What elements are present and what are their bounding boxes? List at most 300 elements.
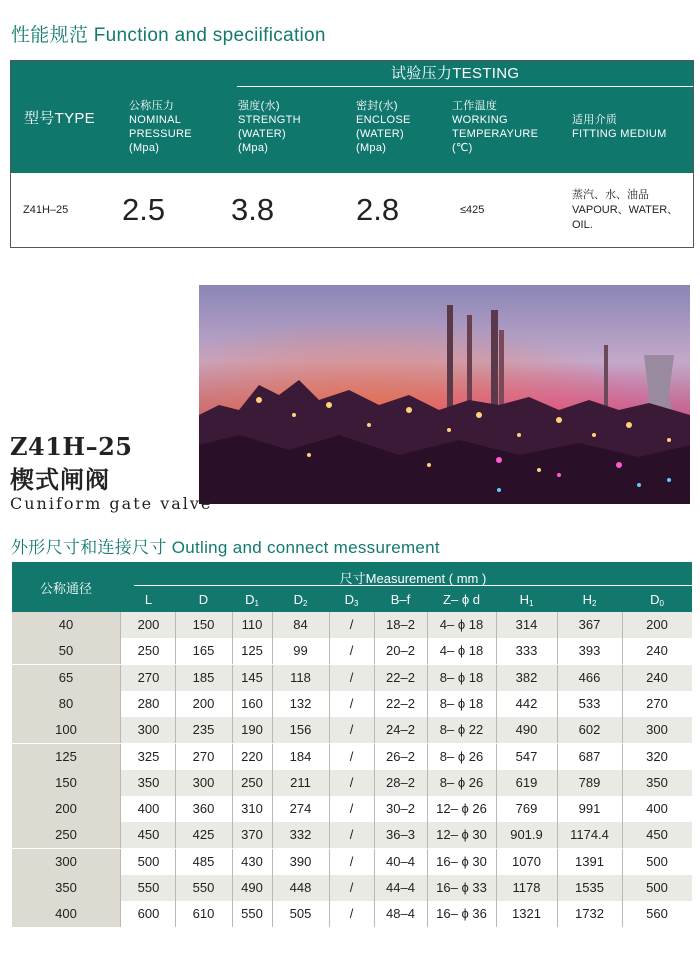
table-cell: 400: [646, 801, 668, 817]
column-divider: [557, 744, 558, 770]
column-divider: [272, 822, 273, 848]
testing-divider: [237, 86, 693, 87]
column-divider: [557, 875, 558, 901]
table-cell: 22–2: [386, 695, 415, 711]
column-divider: [272, 796, 273, 822]
header-medium-line: 适用介质: [572, 114, 618, 126]
column-divider: [120, 901, 121, 927]
table-cell: 270: [192, 748, 215, 764]
table-cell: 50: [12, 638, 120, 664]
column-divider: [120, 612, 121, 638]
column-divider: [329, 875, 330, 901]
column-divider: [427, 744, 428, 770]
table-cell: 20–2: [386, 643, 415, 659]
table-cell: 26–2: [386, 748, 415, 764]
column-divider: [175, 744, 176, 770]
table-cell: 332: [289, 827, 312, 843]
table-cell: /: [349, 617, 354, 632]
table-cell: 165: [192, 643, 215, 659]
table-cell: 390: [289, 853, 312, 869]
column-divider: [120, 691, 121, 717]
column-divider: [557, 849, 558, 875]
table-cell: 40: [12, 612, 120, 638]
column-divider: [496, 875, 497, 901]
table-row: [12, 638, 692, 664]
column-divider: [622, 717, 623, 743]
column-divider: [496, 717, 497, 743]
column-divider: [557, 717, 558, 743]
column-divider: [622, 691, 623, 717]
column-divider: [329, 901, 330, 927]
table-row: [12, 770, 692, 796]
table-cell: 240: [646, 643, 668, 659]
table-cell: 1535: [575, 880, 604, 895]
column-divider: [427, 770, 428, 796]
table-cell: 450: [137, 827, 160, 843]
column-divider: [427, 612, 428, 638]
header-strength-line: (WATER): [238, 128, 286, 140]
table-cell: 300: [192, 774, 215, 790]
table-cell: 600: [137, 906, 160, 922]
column-divider: [120, 638, 121, 664]
spec-table: [10, 60, 694, 248]
column-divider: [120, 875, 121, 901]
table-cell: 350: [646, 774, 668, 790]
temperature-value: ≤425: [460, 204, 485, 216]
medium-line: OIL.: [572, 219, 593, 231]
dimensions-header: [12, 562, 692, 612]
column-divider: [232, 717, 233, 743]
column-divider: [622, 849, 623, 875]
column-header: L: [144, 592, 153, 607]
table-cell: 8– ϕ 22: [439, 722, 484, 738]
column-divider: [374, 717, 375, 743]
header-enclose-line: (Mpa): [356, 142, 387, 154]
column-divider: [232, 744, 233, 770]
column-divider: [557, 796, 558, 822]
table-cell: 619: [515, 774, 538, 790]
table-cell: 350: [137, 774, 160, 790]
table-cell: 300: [12, 849, 120, 875]
column-divider: [272, 665, 273, 691]
column-divider: [272, 849, 273, 875]
column-divider: [622, 744, 623, 770]
table-cell: /: [349, 827, 354, 843]
column-divider: [557, 665, 558, 691]
column-divider: [329, 822, 330, 848]
header-nominal-line: (Mpa): [129, 142, 160, 154]
column-header: $H_1$: [519, 592, 534, 608]
column-divider: [232, 796, 233, 822]
table-cell: 400: [137, 801, 160, 817]
table-row: [12, 612, 692, 638]
column-divider: [374, 822, 375, 848]
table-cell: 184: [289, 748, 312, 764]
column-divider: [232, 849, 233, 875]
column-divider: [175, 849, 176, 875]
table-cell: 18–2: [386, 617, 415, 632]
table-cell: 200: [192, 695, 215, 711]
column-divider: [272, 875, 273, 901]
table-cell: 560: [646, 906, 668, 922]
column-divider: [427, 691, 428, 717]
table-cell: 156: [289, 722, 312, 738]
column-divider: [272, 717, 273, 743]
table-cell: 270: [137, 669, 160, 685]
table-cell: /: [349, 722, 354, 738]
column-divider: [232, 901, 233, 927]
column-divider: [232, 691, 233, 717]
table-row: [12, 901, 692, 927]
column-divider: [374, 849, 375, 875]
table-cell: 12– ϕ 30: [436, 827, 487, 843]
table-cell: 610: [192, 906, 215, 922]
table-cell: 40–4: [386, 853, 415, 869]
table-cell: 370: [241, 827, 263, 843]
column-divider: [374, 612, 375, 638]
type-value: Z41H–25: [23, 204, 69, 216]
table-cell: 8– ϕ 26: [439, 774, 484, 790]
table-cell: 1070: [512, 853, 541, 869]
column-divider: [496, 638, 497, 664]
table-cell: 901.9: [510, 827, 543, 843]
column-divider: [427, 849, 428, 875]
column-divider: [622, 612, 623, 638]
column-header: $H_2$: [582, 592, 597, 608]
column-divider: [329, 744, 330, 770]
header-medium-line: FITTING MEDIUM: [572, 128, 667, 140]
table-cell: 270: [646, 695, 668, 711]
column-divider: [175, 665, 176, 691]
medium-line: 蒸汽、水、油品: [572, 189, 649, 201]
table-cell: 547: [515, 748, 538, 764]
table-cell: 44–4: [386, 880, 415, 895]
column-header: $D_1$: [245, 592, 259, 608]
industrial-night-photo: [199, 285, 690, 504]
table-cell: 430: [241, 853, 263, 869]
table-cell: 160: [241, 695, 263, 711]
column-divider: [374, 638, 375, 664]
column-divider: [427, 822, 428, 848]
header-temperature-line: WORKING: [452, 114, 508, 126]
table-cell: 12– ϕ 26: [436, 801, 487, 817]
table-row: [12, 717, 692, 743]
table-row: [12, 796, 692, 822]
column-divider: [496, 691, 497, 717]
table-cell: 450: [646, 827, 668, 843]
table-cell: 16– ϕ 33: [436, 880, 487, 895]
column-divider: [374, 691, 375, 717]
column-divider: [175, 796, 176, 822]
table-cell: 8– ϕ 26: [439, 748, 484, 764]
column-divider: [622, 638, 623, 664]
table-cell: 1321: [512, 906, 541, 922]
table-cell: 314: [515, 617, 538, 632]
product-model: Z41H–25: [10, 432, 133, 461]
table-cell: 360: [192, 801, 215, 817]
column-header: $D_2$: [293, 592, 308, 608]
column-divider: [374, 875, 375, 901]
table-cell: 125: [12, 744, 120, 770]
medium-line: VAPOUR、WATER、: [572, 204, 679, 216]
table-cell: 65: [12, 665, 120, 691]
header-temperature-line: 工作温度: [452, 100, 498, 112]
header-nominal-line: NOMINAL: [129, 114, 182, 126]
column-divider: [120, 822, 121, 848]
column-divider: [496, 744, 497, 770]
table-cell: 250: [137, 643, 160, 659]
table-cell: 80: [12, 691, 120, 717]
column-divider: [175, 691, 176, 717]
column-divider: [622, 796, 623, 822]
table-cell: 280: [137, 695, 160, 711]
table-cell: 200: [12, 796, 120, 822]
column-divider: [374, 796, 375, 822]
table-cell: /: [349, 880, 354, 895]
column-divider: [272, 901, 273, 927]
column-header: Z– ϕ d: [443, 592, 480, 607]
table-cell: 350: [12, 875, 120, 901]
table-cell: 310: [241, 801, 263, 817]
column-divider: [427, 901, 428, 927]
column-divider: [329, 665, 330, 691]
table-cell: 24–2: [386, 722, 415, 738]
table-cell: 250: [12, 822, 120, 848]
table-cell: 448: [289, 880, 312, 895]
column-divider: [427, 875, 428, 901]
table-cell: 150: [192, 617, 215, 632]
table-cell: 110: [241, 617, 263, 632]
testing-header: 试验压力TESTING: [391, 65, 520, 82]
table-row: [12, 822, 692, 848]
column-divider: [232, 638, 233, 664]
factory-scene-image: [199, 285, 690, 504]
table-cell: 84: [293, 617, 308, 632]
section-title-dimensions: 外形尺寸和连接尺寸 Outling and connect messurement: [11, 538, 440, 557]
enclose-value: 2.8: [356, 192, 400, 227]
column-divider: [622, 901, 623, 927]
column-divider: [374, 901, 375, 927]
column-divider: [496, 849, 497, 875]
column-divider: [557, 612, 558, 638]
table-cell: 16– ϕ 36: [436, 906, 487, 922]
table-cell: /: [349, 774, 354, 790]
table-cell: 425: [192, 827, 215, 843]
column-divider: [175, 901, 176, 927]
table-cell: 550: [241, 906, 263, 922]
table-cell: 250: [241, 774, 263, 790]
column-divider: [557, 901, 558, 927]
column-divider: [622, 822, 623, 848]
header-temperature: [452, 99, 538, 155]
column-divider: [232, 612, 233, 638]
measurement-divider: [134, 585, 692, 586]
column-divider: [120, 849, 121, 875]
column-divider: [557, 691, 558, 717]
table-cell: 28–2: [386, 774, 415, 790]
table-cell: 8– ϕ 18: [439, 669, 484, 685]
header-strength: [238, 99, 301, 155]
table-cell: 220: [241, 748, 263, 764]
header-nominal-line: PRESSURE: [129, 128, 192, 140]
column-divider: [175, 822, 176, 848]
table-row: [12, 849, 692, 875]
table-cell: 99: [293, 643, 308, 659]
table-cell: 687: [578, 748, 601, 764]
table-cell: 300: [646, 722, 668, 738]
column-divider: [622, 770, 623, 796]
table-cell: 320: [646, 748, 668, 764]
table-row: [12, 875, 692, 901]
column-divider: [272, 770, 273, 796]
table-cell: 490: [515, 722, 538, 738]
column-divider: [272, 638, 273, 664]
column-divider: [272, 612, 273, 638]
table-cell: 132: [289, 695, 312, 711]
column-divider: [329, 717, 330, 743]
column-divider: [175, 638, 176, 664]
table-cell: 442: [515, 695, 538, 711]
column-divider: [232, 770, 233, 796]
column-divider: [120, 665, 121, 691]
spec-table-header: [11, 61, 693, 173]
table-cell: 333: [515, 643, 538, 659]
header-nominal: [129, 99, 192, 155]
column-divider: [557, 638, 558, 664]
table-cell: /: [349, 801, 354, 817]
header-temperature-line: TEMPERAYURE: [452, 128, 539, 140]
header-strength-line: 强度(水): [238, 100, 280, 112]
product-name-en: Cuniform gate valve: [10, 494, 213, 513]
section-title-function: 性能规范 Function and speciification: [11, 25, 326, 46]
table-cell: 490: [241, 880, 263, 895]
column-divider: [272, 744, 273, 770]
header-enclose-line: 密封(水): [356, 100, 398, 112]
column-divider: [329, 770, 330, 796]
column-header: $D_3$: [344, 592, 359, 608]
column-divider: [374, 770, 375, 796]
measurement-header: 尺寸Measurement ( mm ): [339, 571, 487, 586]
nominal-value: 2.5: [122, 192, 166, 227]
table-cell: /: [349, 643, 354, 659]
table-cell: 1174.4: [570, 827, 609, 843]
column-divider: [329, 691, 330, 717]
column-divider: [329, 638, 330, 664]
table-cell: 118: [290, 669, 311, 685]
table-cell: 22–2: [386, 669, 415, 685]
table-cell: 200: [646, 617, 668, 632]
column-divider: [175, 770, 176, 796]
table-row: [12, 665, 692, 691]
column-divider: [175, 612, 176, 638]
table-cell: 190: [241, 722, 263, 738]
column-divider: [329, 796, 330, 822]
column-divider: [232, 665, 233, 691]
table-cell: 274: [289, 801, 312, 817]
column-divider: [232, 875, 233, 901]
column-divider: [120, 796, 121, 822]
column-divider: [175, 875, 176, 901]
table-cell: 382: [515, 669, 538, 685]
table-cell: 48–4: [386, 906, 415, 922]
column-header: $D_0$: [650, 592, 664, 608]
dn-header: 公称通径: [39, 581, 92, 596]
header-strength-line: STRENGTH: [238, 114, 301, 126]
table-cell: /: [349, 748, 354, 764]
column-divider: [496, 822, 497, 848]
column-divider: [120, 770, 121, 796]
table-cell: 300: [137, 722, 160, 738]
column-divider: [557, 822, 558, 848]
table-cell: 789: [578, 774, 601, 790]
column-divider: [120, 744, 121, 770]
table-cell: 1732: [575, 906, 604, 922]
table-cell: 16– ϕ 30: [436, 853, 487, 869]
table-cell: 36–3: [386, 827, 415, 843]
column-divider: [427, 796, 428, 822]
column-divider: [496, 665, 497, 691]
table-cell: /: [349, 906, 354, 922]
column-divider: [427, 665, 428, 691]
column-divider: [329, 612, 330, 638]
column-divider: [329, 849, 330, 875]
column-divider: [496, 612, 497, 638]
column-divider: [427, 638, 428, 664]
table-cell: 1391: [575, 853, 604, 869]
column-divider: [496, 796, 497, 822]
header-enclose-line: ENCLOSE: [356, 114, 411, 126]
table-cell: 505: [289, 906, 312, 922]
column-divider: [374, 665, 375, 691]
table-row: [12, 691, 692, 717]
table-cell: 4– ϕ 18: [439, 617, 484, 632]
table-cell: 400: [12, 901, 120, 927]
table-cell: 125: [241, 643, 263, 659]
table-cell: 550: [137, 880, 160, 895]
column-header: D: [198, 592, 209, 607]
column-divider: [622, 665, 623, 691]
column-header: B–f: [390, 592, 411, 607]
table-cell: 185: [192, 669, 215, 685]
table-cell: 550: [192, 880, 215, 895]
table-cell: 8– ϕ 18: [439, 695, 484, 711]
column-divider: [272, 691, 273, 717]
table-cell: 485: [192, 853, 215, 869]
table-cell: 211: [290, 774, 311, 790]
table-cell: 150: [12, 770, 120, 796]
table-cell: 100: [12, 717, 120, 743]
table-cell: /: [349, 695, 354, 711]
table-cell: 325: [137, 748, 160, 764]
header-enclose-line: (WATER): [356, 128, 404, 140]
product-name-cn: 楔式闸阀: [10, 465, 110, 494]
table-cell: 991: [578, 801, 601, 817]
table-cell: 367: [578, 617, 601, 632]
table-cell: 4– ϕ 18: [439, 643, 484, 659]
table-cell: 769: [515, 801, 538, 817]
header-strength-line: (Mpa): [238, 142, 269, 154]
table-cell: 145: [241, 669, 263, 685]
table-cell: 500: [646, 880, 668, 895]
column-divider: [496, 901, 497, 927]
table-cell: 30–2: [386, 801, 415, 817]
table-cell: /: [349, 669, 354, 685]
strength-value: 3.8: [231, 192, 275, 227]
header-nominal-line: 公称压力: [129, 100, 175, 112]
table-cell: 1178: [512, 880, 541, 895]
column-divider: [120, 717, 121, 743]
column-divider: [232, 822, 233, 848]
